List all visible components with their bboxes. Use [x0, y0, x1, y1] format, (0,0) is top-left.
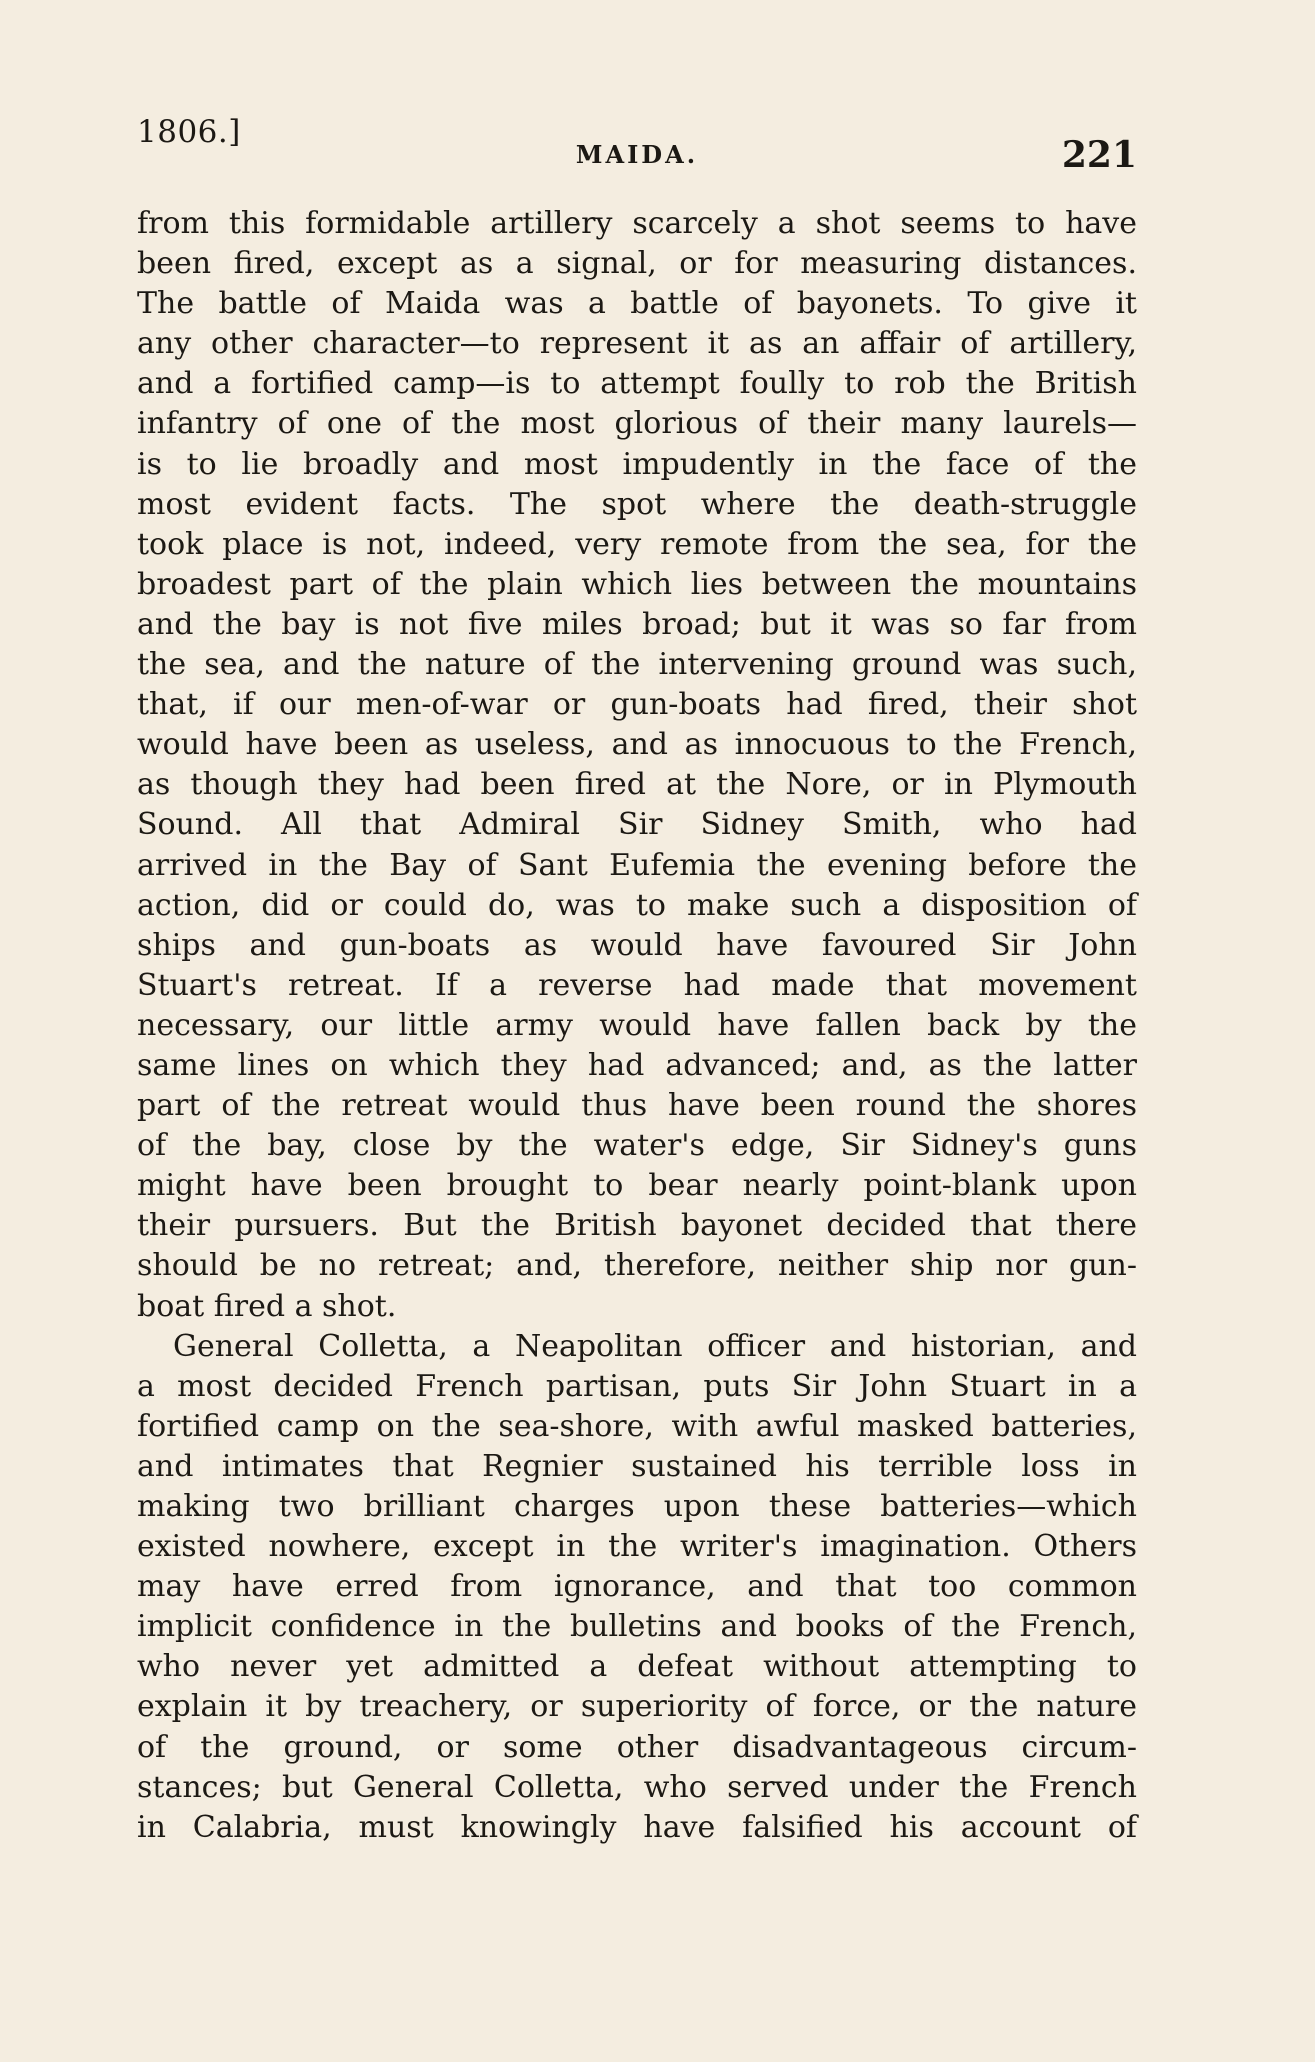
text-line: may have erred from ignorance, and that too common [137, 1569, 1137, 1605]
text-line: same lines on which they had advanced; and, as the latter [137, 1047, 1137, 1083]
text-line: might have been brought to bear nearly point-blank upon [137, 1168, 1137, 1204]
text-line: boat fired a shot. [137, 1288, 397, 1324]
text-line: Stuart's retreat. If a reverse had made that movement [137, 967, 1137, 1003]
text-line: arrived in the Bay of Sant Eufemia the evening before the [137, 847, 1137, 883]
text-line: who never yet admitted a defeat without attempting to [137, 1649, 1137, 1685]
text-line: explain it by treachery, or superiority of force, or the nature [137, 1689, 1137, 1725]
text-line: The battle of Maida was a battle of bayonets. To give it [137, 286, 1137, 322]
text-line: would have been as useless, and as innocuous to the French, [137, 727, 1137, 763]
text-line: action, did or could do, was to make such a disposition of [137, 887, 1137, 923]
text-line: as though they had been fired at the Nore, or in Plymouth [137, 767, 1137, 803]
text-line: of the ground, or some other disadvantageous circum- [137, 1729, 1137, 1765]
running-head-title: MAIDA. [575, 140, 699, 169]
text-line: been fired, except as a signal, or for measuring distances. [137, 246, 1137, 282]
text-line: should be no retreat; and, therefore, neither ship nor gun- [137, 1248, 1137, 1284]
text-line: broadest part of the plain which lies between the mountains [137, 566, 1137, 602]
text-line: ships and gun-boats as would have favoured Sir John [137, 927, 1137, 963]
running-head-date: 1806.] [137, 114, 241, 150]
page-number: 221 [1061, 134, 1137, 176]
text-line: from this formidable artillery scarcely a shot seems to have [137, 206, 1137, 241]
text-line: infantry of one of the most glorious of their many laurels— [137, 406, 1137, 442]
text-line: of the bay, close by the water's edge, Sir Sidney's guns [137, 1128, 1137, 1164]
text-line: any other character—to represent it as an affair of artillery, [137, 326, 1137, 362]
text-line: that, if our men-of-war or gun-boats had fired, their shot [137, 687, 1137, 723]
text-line: and intimates that Regnier sustained his terrible loss in [137, 1448, 1137, 1484]
text-line: and the bay is not five miles broad; but it was so far from [137, 606, 1137, 642]
text-line: fortified camp on the sea-shore, with awful masked batteries, [137, 1408, 1137, 1444]
text-line: part of the retreat would thus have been round the shores [137, 1088, 1137, 1124]
text-line: their pursuers. But the British bayonet decided that there [137, 1208, 1137, 1244]
text-line: Sound. All that Admiral Sir Sidney Smith, who had [137, 807, 1137, 843]
text-line: took place is not, indeed, very remote from the sea, for the [137, 526, 1137, 562]
text-line: making two brilliant charges upon these batteries—which [137, 1489, 1137, 1524]
text-line: existed nowhere, except in the writer's imagination. Others [137, 1529, 1137, 1565]
text-line: necessary, our little army would have fallen back by the [137, 1007, 1137, 1043]
text-line: stances; but General Colletta, who served under the French [137, 1769, 1137, 1805]
text-line: most evident facts. The spot where the death-struggle [137, 486, 1137, 522]
text-line: in Calabria, must knowingly have falsified his account of [137, 1809, 1137, 1845]
text-line: and a fortified camp—is to attempt foully to rob the British [137, 366, 1137, 402]
text-line: General Colletta, a Neapolitan officer and historian, and [173, 1328, 1137, 1364]
text-line: a most decided French partisan, puts Sir John Stuart in a [137, 1368, 1137, 1404]
text-line: implicit confidence in the bulletins and books of the French, [137, 1609, 1137, 1645]
body-text [137, 204, 1137, 1848]
running-head [137, 108, 1137, 176]
text-line: the sea, and the nature of the intervening ground was such, [137, 647, 1137, 683]
text-line: is to lie broadly and most impudently in the face of the [137, 446, 1137, 482]
